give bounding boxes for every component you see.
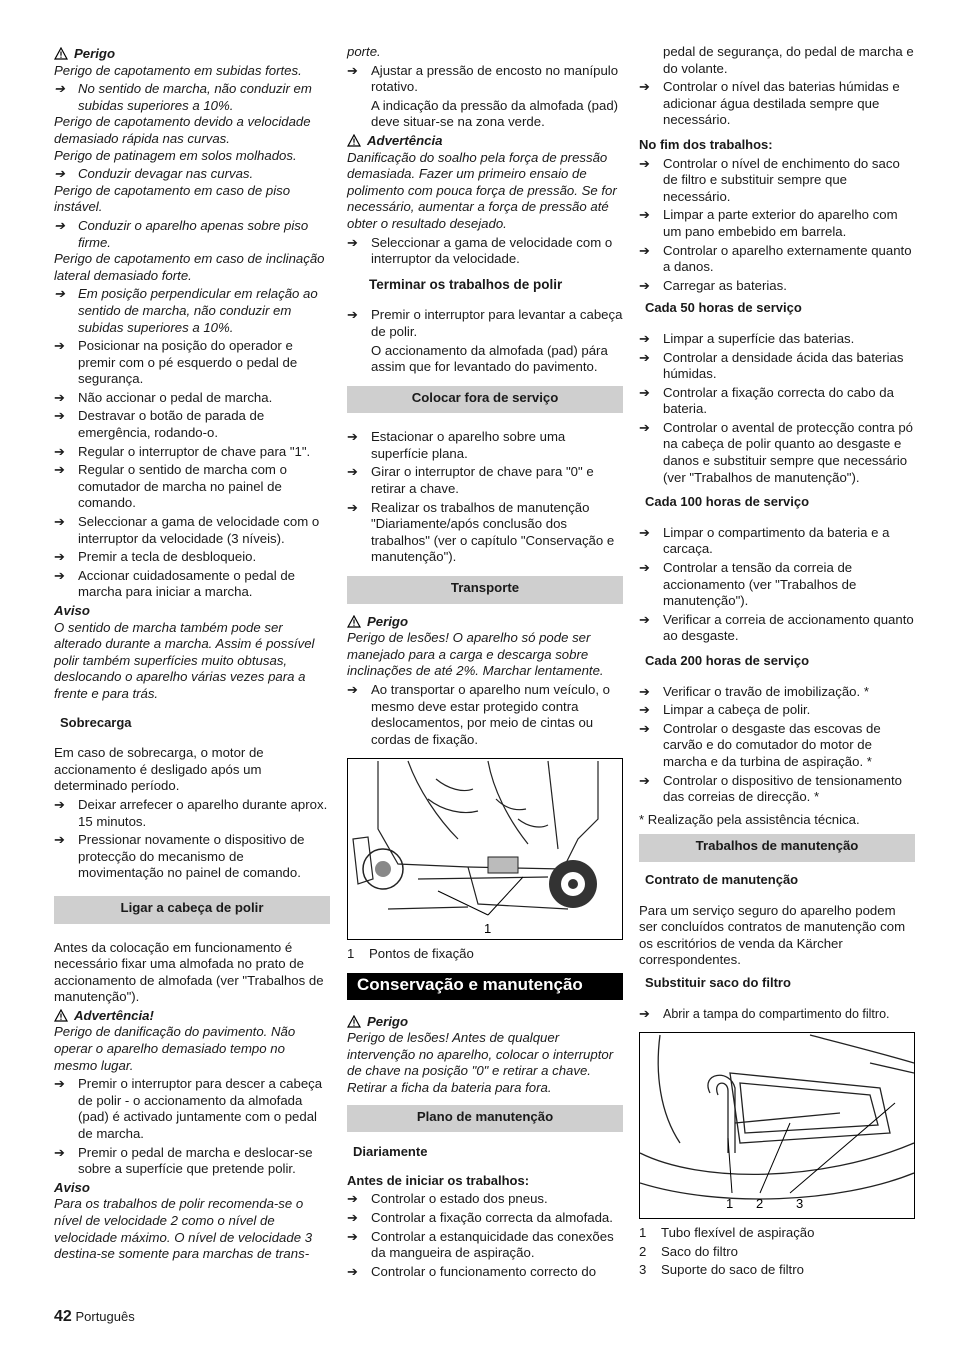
list-heading: Antes de iniciar os trabalhos: <box>347 1172 530 1188</box>
warning-text: Perigo de capotamento em caso de inclinação lateral demasiado forte. <box>54 251 325 283</box>
arrow-icon: ➔ <box>54 1076 65 1092</box>
arrow-icon: ➔ <box>347 682 358 697</box>
list-item: ➔ Destravar o botão de parada de emergência, rodando-o. <box>54 408 265 441</box>
list-item: ➔ Controlar o dispositivo de tensionamento das correias de direcção. * <box>639 772 902 805</box>
column-3 <box>639 44 915 1279</box>
figure-label: 1 <box>726 1196 734 1212</box>
arrow-icon: ➔ <box>639 1005 650 1021</box>
arrow-icon: ➔ <box>347 1191 358 1207</box>
list-item: ➔ Abrir a tampa do compartimento do filtro. <box>639 1005 890 1021</box>
arrow-icon: ➔ <box>347 499 358 515</box>
body-text: Em caso de sobrecarga, o motor de accionamento é desligado após um determinado período. <box>54 745 264 794</box>
warning-triangle-icon <box>347 134 361 152</box>
list-item: ➔ Controlar a densidade ácida das baterias húmidas. <box>639 349 904 382</box>
arrow-icon: ➔ <box>54 567 65 583</box>
section-subheading: Contrato de manutenção <box>645 871 799 887</box>
warning-text: Perigo de patinagem em solos molhados. <box>54 147 297 163</box>
list-item: ➔ Conduzir devagar nas curvas. <box>54 166 254 182</box>
list-item: ➔ Pressionar novamente o dispositivo de protecção do mecanismo de movimentação no painel de comando. <box>54 832 305 881</box>
warning-text: Perigo de lesões! O aparelho só pode ser manejado para a carga e descarga sobre inclinações de até 2%. Marchar lentamente. <box>347 630 604 679</box>
arrow-icon: ➔ <box>639 683 650 699</box>
section-heading-bar: Ligar a cabeça de polir <box>54 896 330 924</box>
list-item: ➔ Realizar os trabalhos de manutenção "Diariamente/após conclusão dos trabalhos" (ver o capítulo "Conservação e manutenção"). <box>347 499 615 565</box>
list-item: ➔ Premir o interruptor para descer a cabeça de polir - o accionamento da almofada (pad) é activado juntamente com o pedal de marcha. <box>54 1076 323 1142</box>
arrow-icon: ➔ <box>639 330 650 346</box>
list-item: ➔ Controlar a tensão da correia de accionamento (ver "Trabalhos de manutenção"). <box>639 560 857 609</box>
figure-label: 2 <box>756 1196 764 1212</box>
arrow-icon: ➔ <box>639 242 650 258</box>
list-item: ➔ Premir a tecla de desbloqueio. <box>54 549 257 565</box>
list-heading: No fim dos trabalhos: <box>639 136 773 152</box>
list-item: ➔ Controlar a estanquicidade das conexões da mangueira de aspiração. <box>347 1228 614 1261</box>
list-item: ➔ Deixar arrefecer o aparelho durante aprox. 15 minutos. <box>54 796 328 829</box>
arrow-icon: ➔ <box>347 464 358 480</box>
arrow-icon: ➔ <box>347 1263 358 1279</box>
machine-illustration <box>348 759 622 939</box>
arrow-icon: ➔ <box>54 408 65 424</box>
list-item: ➔ Verificar o travão de imobilização. * <box>639 683 869 699</box>
warning-text: Perigo de lesões! Antes de qualquer intervenção no aparelho, colocar o interruptor de chave na posição "0" e retirar a chave. Retirar a ficha da bateria para fora. <box>347 1030 614 1095</box>
arrow-icon: ➔ <box>639 384 650 400</box>
list-item: ➔ Conduzir o aparelho apenas sobre piso firme. <box>54 217 309 250</box>
section-subheading: Cada 50 horas de serviço <box>645 300 802 316</box>
arrow-icon: ➔ <box>54 443 65 459</box>
list-item: ➔ No sentido de marcha, não conduzir em subidas superiores a 10%. <box>54 81 312 113</box>
chapter-heading: Conservação e manutenção <box>347 973 623 1000</box>
list-item: ➔ Verificar a correia de accionamento quanto ao desgaste. <box>639 611 914 644</box>
list-item: ➔ Ajustar a pressão de encosto no manípulo rotativo. <box>347 62 619 95</box>
arrow-icon: ➔ <box>347 62 358 78</box>
body-text: Para um serviço seguro do aparelho podem ser concluídos contratos de manutenção com os escritórios de venda da Kärcher correspondentes. <box>639 902 906 968</box>
list-item: ➔ Accionar cuidadosamente o pedal de marcha para iniciar a marcha. <box>54 567 296 600</box>
page-number: 42 <box>54 1308 72 1325</box>
indented-text: A indicação da pressão da almofada (pad) deve situar-se na zona verde. <box>371 97 619 130</box>
list-item: ➔ Premir o pedal de marcha e deslocar-se sobre a superfície que pretende polir. <box>54 1144 313 1177</box>
section-heading-bar: Trabalhos de manutenção <box>639 834 915 862</box>
arrow-icon: ➔ <box>54 514 65 530</box>
warning-text: Perigo de danificação do pavimento. Não operar o aparelho demasiado tempo no mesmo lugar. <box>54 1024 296 1073</box>
arrow-icon: ➔ <box>347 429 358 445</box>
warning-heading: Advertência! <box>54 1008 330 1025</box>
arrow-icon: ➔ <box>639 277 650 293</box>
legend-item: 1 Pontos de fixação <box>347 946 474 962</box>
list-item: ➔ Controlar o estado dos pneus. <box>347 1191 548 1207</box>
arrow-icon: ➔ <box>639 524 650 540</box>
list-item: ➔ Carregar as baterias. <box>639 277 787 293</box>
section-subheading: Diariamente <box>353 1144 428 1160</box>
body-text: Antes da colocação em funcionamento é necessário fixar uma almofada no prato de accionamento de almofada (ver "Trabalhos de manutenção"). <box>54 939 324 1005</box>
list-item: ➔ Seleccionar a gama de velocidade com o interruptor da velocidade. <box>347 234 613 267</box>
figure-label: 1 <box>484 921 492 937</box>
list-item: ➔ Controlar a fixação correcta do cabo da bateria. <box>639 384 894 417</box>
indented-text: pedal de segurança, do pedal de marcha e do volante. <box>663 44 914 76</box>
transport-figure <box>347 758 623 940</box>
list-item: ➔ Não accionar o pedal de marcha. <box>54 389 273 405</box>
section-subheading: Cada 100 horas de serviço <box>645 494 810 510</box>
arrow-icon: ➔ <box>54 286 65 302</box>
arrow-icon: ➔ <box>54 166 65 182</box>
section-heading-bar: Plano de manutenção <box>347 1105 623 1133</box>
section-subheading: Substituir saco do filtro <box>645 974 791 990</box>
arrow-icon: ➔ <box>347 234 358 250</box>
arrow-icon: ➔ <box>639 772 650 788</box>
list-item: ➔ Controlar a fixação correcta da almofada. <box>347 1209 613 1225</box>
list-item: ➔ Limpar a superfície das baterias. <box>639 330 855 346</box>
list-item: ➔ Limpar a parte exterior do aparelho com um pano embebido em barrela. <box>639 207 898 239</box>
list-item: ➔ Premir o interruptor para levantar a cabeça de polir. <box>347 307 623 339</box>
list-item: ➔ Limpar a cabeça de polir. <box>639 702 811 718</box>
arrow-icon: ➔ <box>54 217 65 233</box>
warning-text: Perigo de capotamento devido a velocidade demasiado rápida nas curvas. <box>54 114 311 146</box>
column-1 <box>54 44 330 1263</box>
warning-triangle-icon <box>347 615 361 633</box>
section-heading-bar: Transporte <box>347 576 623 604</box>
arrow-icon: ➔ <box>639 611 650 627</box>
page-footer <box>54 1309 135 1326</box>
section-subheading: Cada 200 horas de serviço <box>645 653 810 668</box>
section-subheading: Terminar os trabalhos de polir <box>369 276 563 292</box>
filter-illustration <box>640 1033 914 1218</box>
warning-heading: Perigo <box>347 614 623 631</box>
list-item: ➔ Controlar o desgaste das escovas de carvão e do comutador do motor de marcha e da turbina de aspiração. * <box>639 720 881 769</box>
legend-item: 3 Suporte do saco de filtro <box>639 1262 804 1278</box>
page-language: Português <box>75 1309 135 1324</box>
warning-heading: Perigo <box>54 46 330 63</box>
list-item: ➔ Regular o sentido de marcha com o comutador de marcha no painel de comando. <box>54 462 287 511</box>
arrow-icon: ➔ <box>54 462 65 478</box>
list-item: ➔ Controlar o avental de protecção contra pó na cabeça de polir quanto ao desgaste e danos e substituir sempre que necessário (ver "Trabalhos de manutenção"). <box>639 419 913 485</box>
warning-heading: Perigo <box>347 1014 623 1031</box>
column-2 <box>347 44 623 1280</box>
note-text: O sentido de marcha também pode ser alterado durante a marcha. Assim é possível polir também superfícies muito obtusas, deslocando o aparelho várias vezes para a frente e para trás. <box>54 619 315 701</box>
list-item: ➔ Limpar o compartimento da bateria e a carcaça. <box>639 524 890 557</box>
arrow-icon: ➔ <box>639 702 650 718</box>
warning-triangle-icon <box>54 1009 68 1027</box>
list-item: ➔ Ao transportar o aparelho num veículo, o mesmo deve estar protegido contra deslocamentos, por meio de cintas ou cordas de fixação. <box>347 682 610 747</box>
filter-figure <box>639 1032 915 1219</box>
section-subheading: Sobrecarga <box>60 714 132 730</box>
note-text: porte. <box>347 44 381 59</box>
arrow-icon: ➔ <box>639 720 650 736</box>
arrow-icon: ➔ <box>54 81 65 97</box>
warning-heading: Advertência <box>347 133 623 150</box>
arrow-icon: ➔ <box>54 338 65 354</box>
figure-legend <box>639 1225 915 1279</box>
figure-label: 3 <box>796 1196 804 1212</box>
list-item: ➔ Regular o interruptor de chave para "1". <box>54 443 311 459</box>
warning-triangle-icon <box>347 1015 361 1033</box>
legend-item: 2 Saco do filtro <box>639 1243 738 1259</box>
arrow-icon: ➔ <box>639 419 650 435</box>
arrow-icon: ➔ <box>639 207 650 223</box>
list-item: ➔ Girar o interruptor de chave para "0" e retirar a chave. <box>347 464 594 497</box>
arrow-icon: ➔ <box>54 1144 65 1160</box>
note-heading: Aviso <box>54 603 90 618</box>
warning-text: Danificação do soalho pela força de pressão demasiada. Fazer um primeiro ensaio de polimento com pouca força de pressão. Se for necessário, aumentar a força de pressão até obter o resultado desejado. <box>347 149 617 231</box>
section-heading-bar: Colocar fora de serviço <box>347 386 623 414</box>
arrow-icon: ➔ <box>347 1209 358 1225</box>
note-text: Para os trabalhos de polir recomenda-se o nível de velocidade 2 como o nível de velocidade máximo. O nível de velocidade 3 destina-se somente para marchas de trans- <box>54 1196 313 1262</box>
list-item: ➔ Em posição perpendicular em relação ao sentido de marcha, não conduzir em subidas superiores a 10%. <box>54 286 318 335</box>
note-heading: Aviso <box>54 1179 90 1195</box>
arrow-icon: ➔ <box>347 1228 358 1244</box>
arrow-icon: ➔ <box>639 560 650 576</box>
list-item: ➔ Seleccionar a gama de velocidade com o interruptor da velocidade (3 níveis). <box>54 514 320 546</box>
arrow-icon: ➔ <box>347 307 358 323</box>
list-item: ➔ Posicionar na posição do operador e premir com o pé esquerdo o pedal de segurança. <box>54 338 298 387</box>
arrow-icon: ➔ <box>54 389 65 405</box>
list-item: ➔ Controlar o aparelho externamente quanto a danos. <box>639 242 912 275</box>
list-item: ➔ Controlar o nível das baterias húmidas e adicionar água destilada sempre que necessário. <box>639 79 900 128</box>
list-item: ➔ Controlar o funcionamento correcto do <box>347 1263 597 1279</box>
warning-triangle-icon <box>54 47 68 65</box>
indented-text: O accionamento da almofada (pad) pára assim que for levantado do pavimento. <box>371 342 608 375</box>
list-item: ➔ Controlar o nível de enchimento do saco de filtro e substituir sempre que necessário. <box>639 155 900 204</box>
legend-item: 1 Tubo flexível de aspiração <box>639 1225 815 1241</box>
list-item: ➔ Estacionar o aparelho sobre uma superfície plana. <box>347 429 566 461</box>
arrow-icon: ➔ <box>639 349 650 365</box>
footnote: * Realização pela assistência técnica. <box>639 811 860 827</box>
arrow-icon: ➔ <box>639 155 650 171</box>
arrow-icon: ➔ <box>54 796 65 812</box>
warning-text: Perigo de capotamento em caso de piso instável. <box>54 182 291 215</box>
arrow-icon: ➔ <box>54 549 65 565</box>
arrow-icon: ➔ <box>639 79 650 95</box>
warning-text: Perigo de capotamento em subidas fortes. <box>54 62 302 78</box>
arrow-icon: ➔ <box>54 832 65 848</box>
